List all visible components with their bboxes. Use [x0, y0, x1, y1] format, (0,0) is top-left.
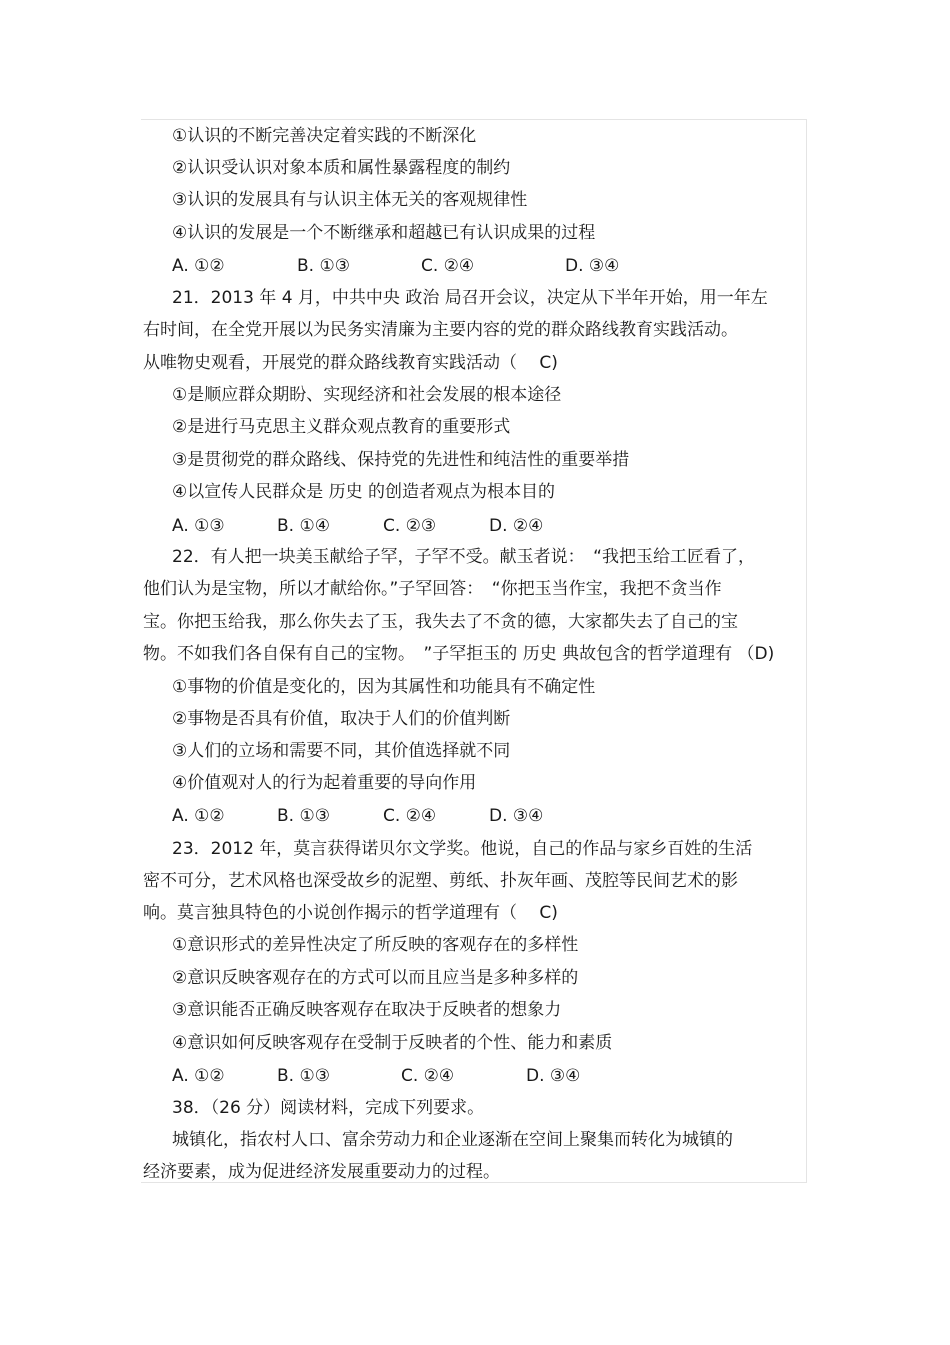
q21-statement-2: ②是进行马克思主义群众观点教育的重要形式 [172, 417, 511, 437]
q22-stem-line-2: 他们认为是宝物，所以才献给你。”子罕回答： “你把玉当作宝，我把不贪当作 [143, 579, 722, 599]
q20-choice-b: B. ①③ [297, 256, 350, 276]
q20-statement-2: ②认识受认识对象本质和属性暴露程度的制约 [172, 158, 511, 178]
q23-stem-line-1: 23．2012 年，莫言获得诺贝尔文学奖。他说，自己的作品与家乡百姓的生活 [172, 839, 753, 859]
q20-choice-a: A. ①② [172, 256, 225, 276]
q22-choices [0, 805, 950, 827]
q23-stem-line-3: 响。莫言独具特色的小说创作揭示的哲学道理有（ C) [143, 903, 558, 923]
q22-statement-2: ②事物是否具有价值，取决于人们的价值判断 [172, 709, 511, 729]
q23-choice-b: B. ①③ [277, 1066, 330, 1086]
q21-statement-3: ③是贯彻党的群众路线、保持党的先进性和纯洁性的重要举措 [172, 450, 630, 470]
q21-stem-line-2: 右时间，在全党开展以为民务实清廉为主要内容的党的群众路线教育实践活动。 [143, 320, 738, 340]
q38-material-line-2: 经济要素，成为促进经济发展重要动力的过程。 [143, 1162, 500, 1182]
q38-material-line-1: 城镇化，指农村人口、富余劳动力和企业逐渐在空间上聚集而转化为城镇的 [172, 1130, 733, 1150]
q21-stem-line-3: 从唯物史观看，开展党的群众路线教育实践活动（ C) [143, 353, 558, 373]
q22-statement-1: ①事物的价值是变化的，因为其属性和功能具有不确定性 [172, 677, 596, 697]
q21-statement-4: ④以宣传人民群众是 历史 的创造者观点为根本目的 [172, 482, 556, 502]
q22-stem-line-1: 22．有人把一块美玉献给子罕，子罕不受。献玉者说： “我把玉给工匠看了， [172, 547, 755, 567]
q21-statement-1: ①是顺应群众期盼、实现经济和社会发展的根本途径 [172, 385, 562, 405]
q20-choice-d: D. ③④ [565, 256, 620, 276]
q20-choices [0, 255, 950, 277]
q22-statement-4: ④价值观对人的行为起着重要的导向作用 [172, 773, 477, 793]
q23-choice-a: A. ①② [172, 1066, 225, 1086]
q23-choice-d: D. ③④ [526, 1066, 581, 1086]
q23-statement-1: ①意识形式的差异性决定了所反映的客观存在的多样性 [172, 935, 579, 955]
q20-statement-1: ①认识的不断完善决定着实践的不断深化 [172, 126, 477, 146]
q21-choice-c: C. ②③ [383, 516, 437, 536]
q23-stem-line-2: 密不可分，艺术风格也深受故乡的泥塑、剪纸、扑灰年画、茂腔等民间艺术的影 [143, 871, 738, 891]
q22-choice-c: C. ②④ [383, 806, 437, 826]
q22-stem-line-4: 物。不如我们各自保有自己的宝物。 ”子罕拒玉的 历史 典故包含的哲学道理有 （D) [143, 644, 775, 664]
q23-statement-2: ②意识反映客观存在的方式可以而且应当是多种多样的 [172, 968, 579, 988]
q21-choice-b: B. ①④ [277, 516, 330, 536]
q22-choice-a: A. ①② [172, 806, 225, 826]
q22-statement-3: ③人们的立场和需要不同，其价值选择就不同 [172, 741, 511, 761]
q23-statement-4: ④意识如何反映客观存在受制于反映者的个性、能力和素质 [172, 1033, 613, 1053]
q21-stem-line-1: 21．2013 年 4 月，中共中央 政治 局召开会议，决定从下半年开始，用一年左 [172, 288, 768, 308]
q23-statement-3: ③意识能否正确反映客观存在取决于反映者的想象力 [172, 1000, 562, 1020]
q38-heading: 38．（26 分）阅读材料，完成下列要求。 [172, 1098, 485, 1118]
q21-choice-a: A. ①③ [172, 516, 225, 536]
q20-choice-c: C. ②④ [421, 256, 475, 276]
q22-choice-d: D. ③④ [489, 806, 544, 826]
q23-choices [0, 1065, 950, 1087]
q22-choice-b: B. ①③ [277, 806, 330, 826]
q23-choice-c: C. ②④ [401, 1066, 455, 1086]
q20-statement-3: ③认识的发展具有与认识主体无关的客观规律性 [172, 190, 528, 210]
q21-choices [0, 515, 950, 537]
q20-statement-4: ④认识的发展是一个不断继承和超越已有认识成果的过程 [172, 223, 596, 243]
q21-choice-d: D. ②④ [489, 516, 544, 536]
q22-stem-line-3: 宝。你把玉给我，那么你失去了玉，我失去了不贪的德，大家都失去了自己的宝 [143, 612, 738, 632]
